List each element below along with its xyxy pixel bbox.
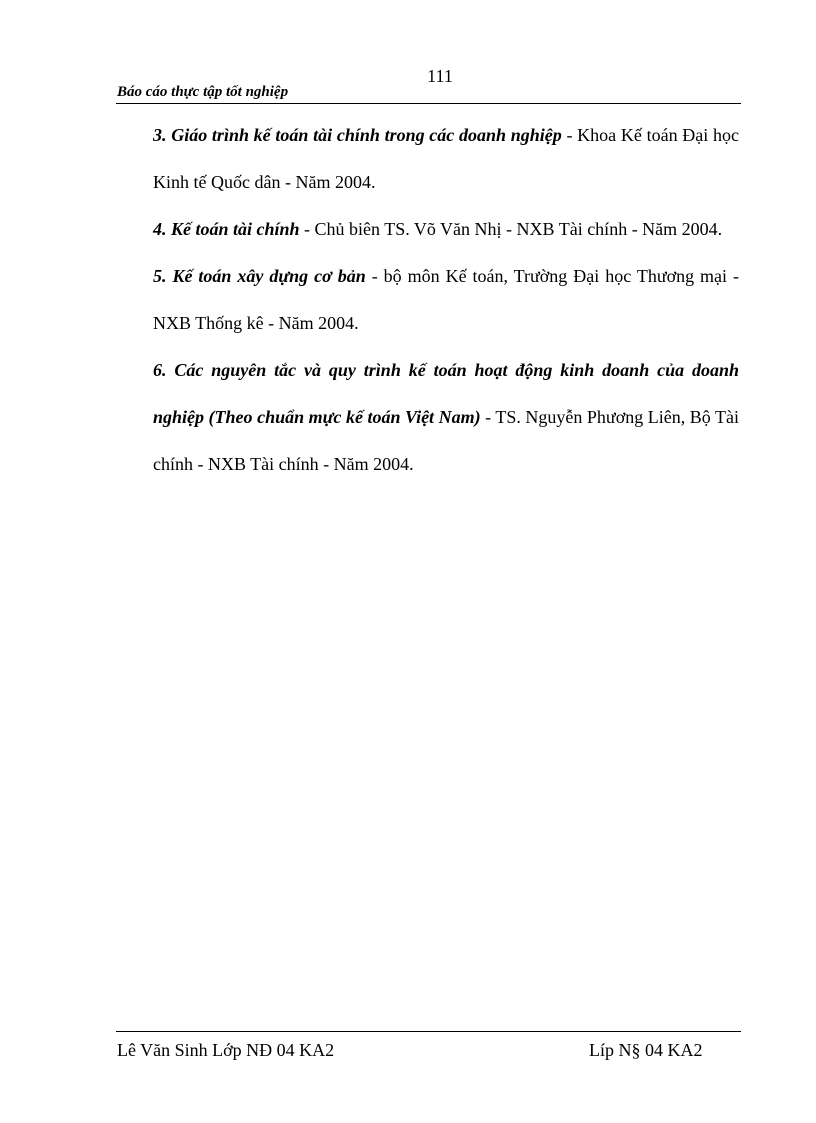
reference-title: 5. Kế toán xây dựng cơ bản	[153, 266, 366, 286]
reference-details: - TS. Nguyễn Phương Liên, Bộ Tài chính - NXB Tài chính - Năm 2004.	[153, 407, 739, 474]
reference-details: - Khoa Kế toán Đại học Kinh tế Quốc dân - Năm 2004.	[153, 125, 739, 192]
footer-class-code: Líp N§ 04 KA2	[589, 1040, 703, 1060]
reference-list	[153, 112, 739, 488]
reference-details: - Chủ biên TS. Võ Văn Nhị - NXB Tài chính - Năm 2004.	[299, 219, 723, 239]
footer-divider	[116, 1031, 741, 1032]
header-divider	[116, 103, 741, 104]
reference-title: 3. Giáo trình kế toán tài chính trong các doanh nghiệp	[153, 125, 562, 145]
footer-author-class: Lê Văn Sinh Lớp NĐ 04 KA2	[117, 1040, 335, 1060]
reference-item-4	[153, 206, 739, 253]
reference-item-6	[153, 347, 739, 488]
reference-details: - bộ môn Kế toán, Trường Đại học Thương mại - NXB Thống kê - Năm 2004.	[153, 266, 740, 333]
page-number: 111	[427, 66, 453, 86]
reference-title: 6. Các nguyên tắc và quy trình kế toán hoạt động kinh doanh của doanh nghiệp (Theo chuẩn mực kế toán Việt Nam)	[153, 360, 739, 427]
reference-item-5	[153, 253, 739, 347]
reference-title: 4. Kế toán tài chính	[153, 219, 300, 239]
reference-item-3	[153, 112, 739, 206]
header-title: Báo cáo thực tập tốt nghiệp	[117, 84, 289, 100]
